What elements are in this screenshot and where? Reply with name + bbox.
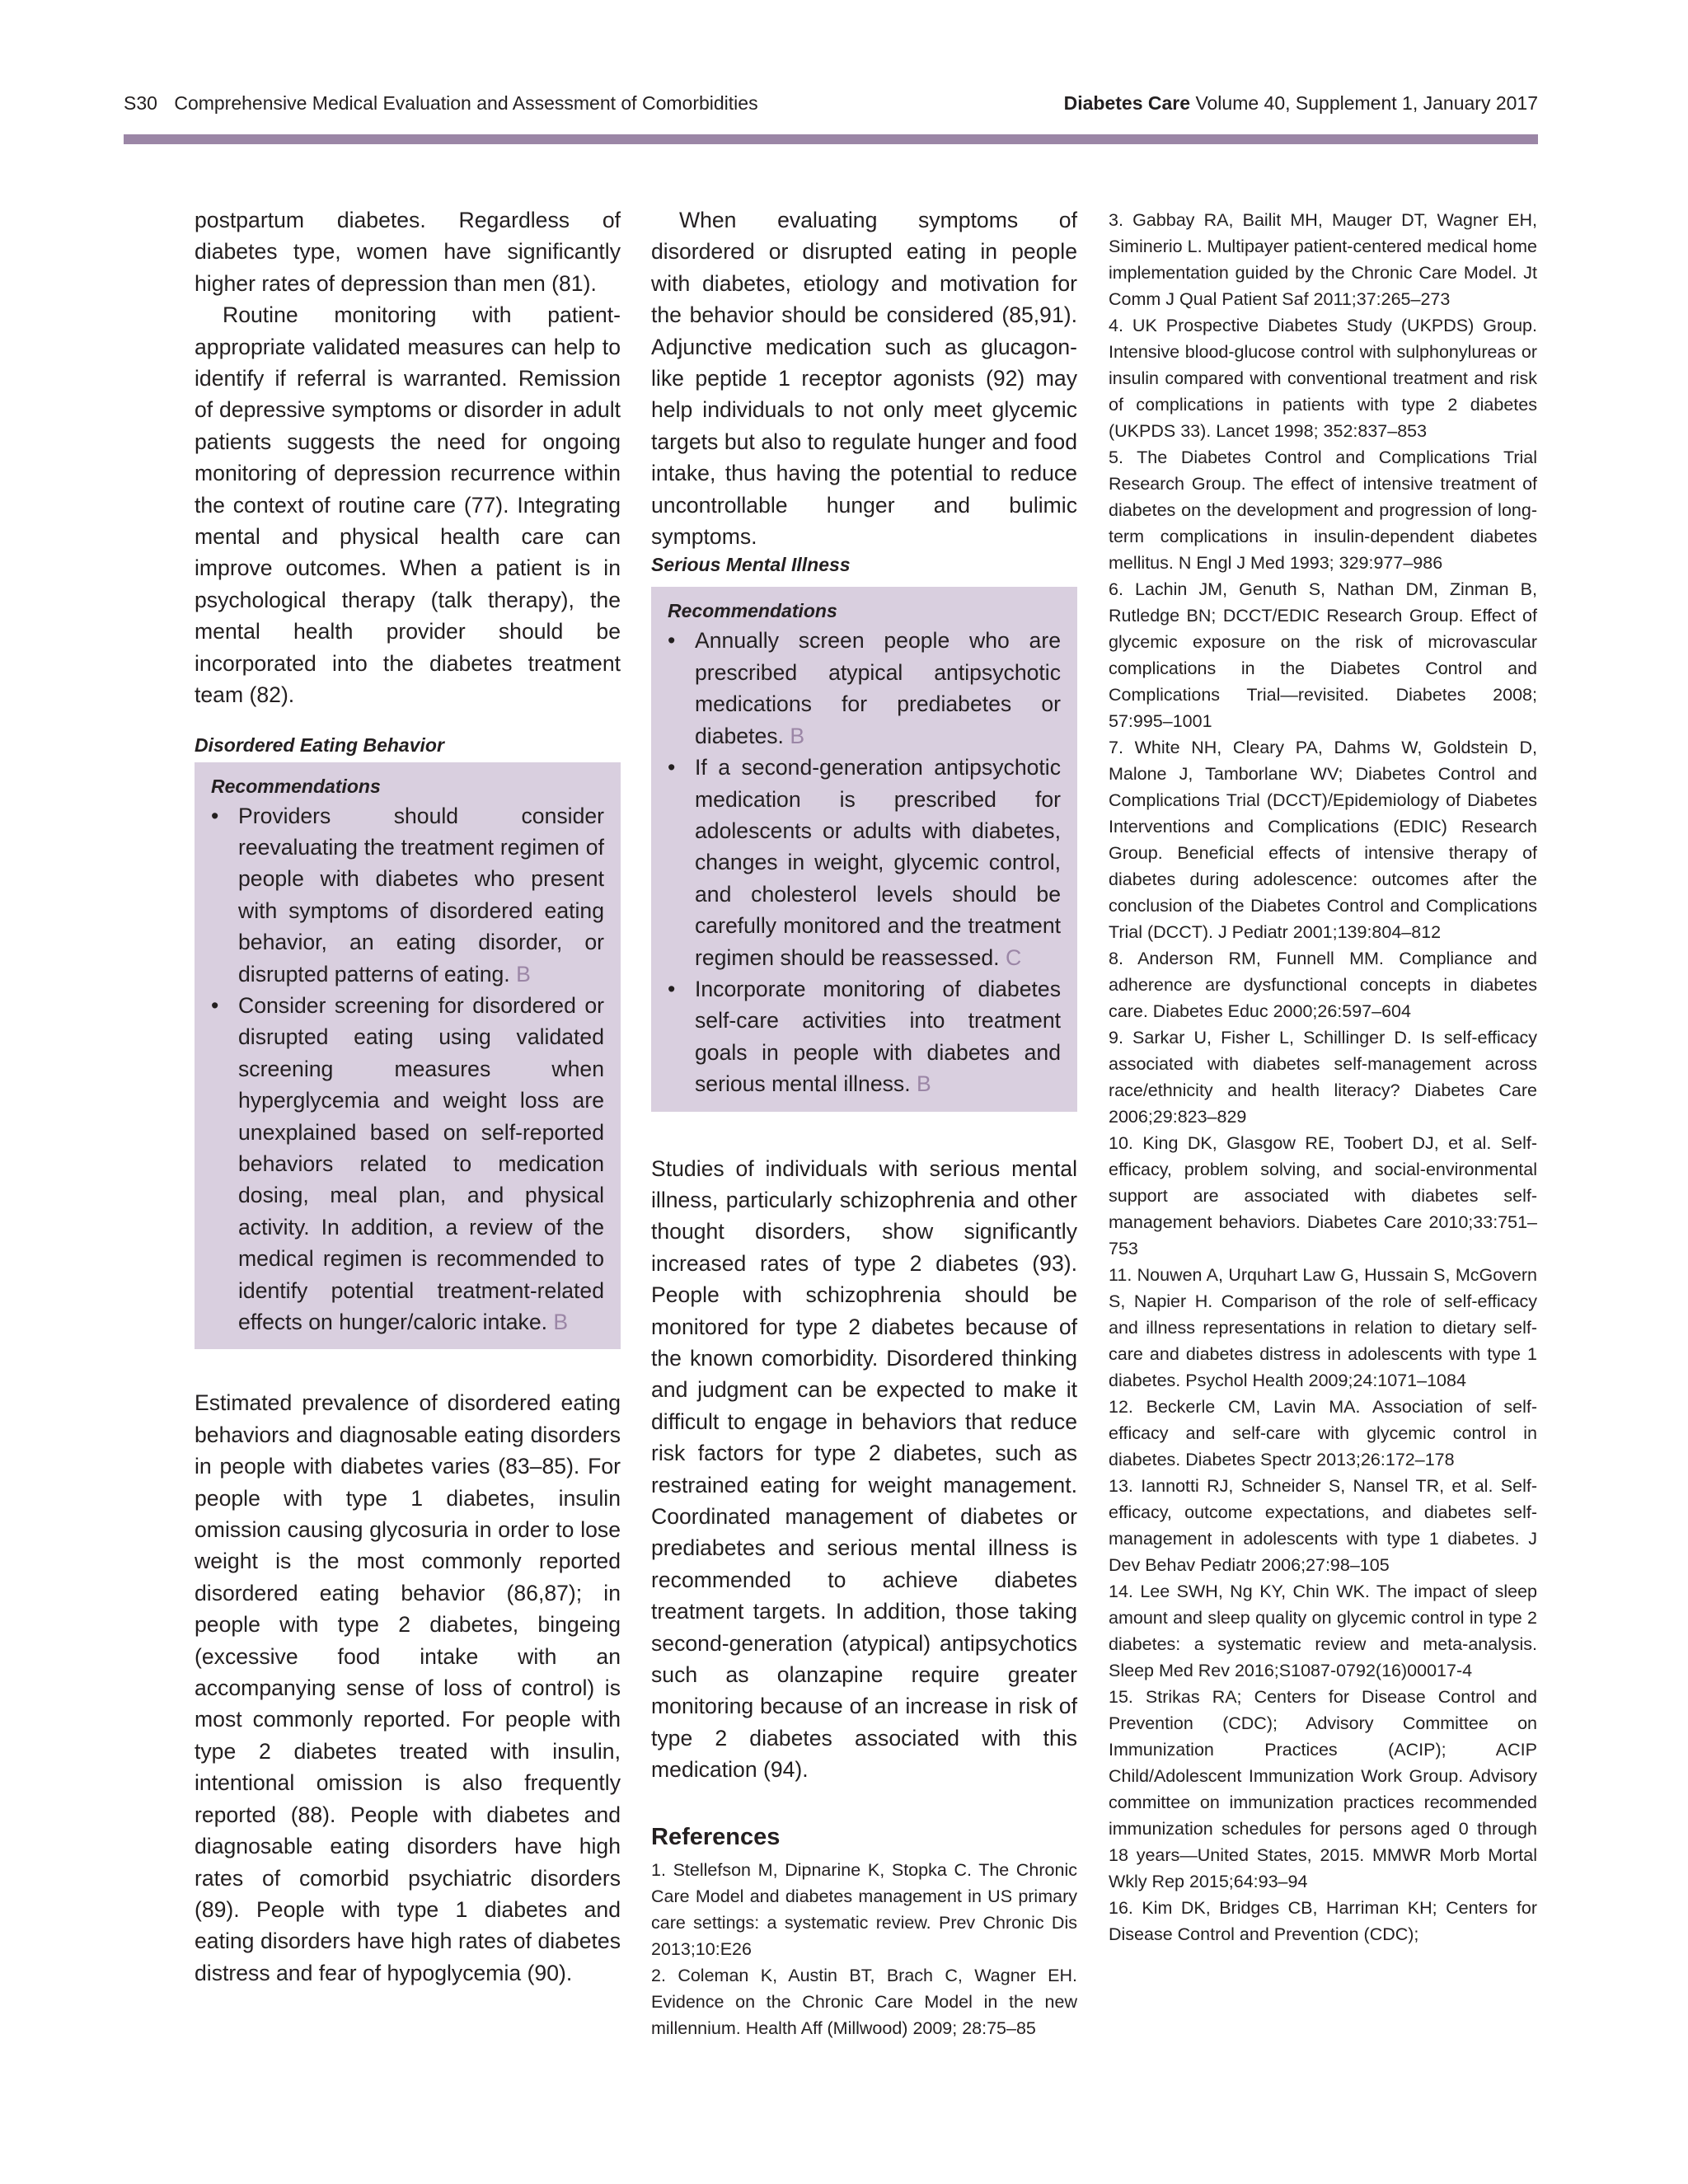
header-rule bbox=[124, 134, 1538, 144]
recommendations-box bbox=[651, 587, 1077, 1111]
reference-item: 9. Sarkar U, Fisher L, Schillinger D. Is self-efficacy associated with diabetes self-management across race/ethnicity and health literacy? Diabetes Care 2006;29:823–829 bbox=[1109, 1028, 1537, 1127]
recommendation-item bbox=[668, 752, 1061, 973]
paragraph: postpartum diabetes. Regardless of diabetes type, women have significantly higher rates of depression than men (81). bbox=[195, 208, 621, 296]
reference-item: 13. Iannotti RJ, Schneider S, Nansel TR, et al. Self-efficacy, outcome expectations, and diabetes self-management in adolescents with type 1 diabetes. J Dev Behav Pediatr 2006;27:98–105 bbox=[1109, 1476, 1537, 1575]
page-number: S30 bbox=[124, 92, 157, 114]
recommendation-text: Consider screening for disordered or disrupted eating using validated screening measures when hyperglycemia and weight loss are unexplained based on self-reported behaviors related to medication dosing, meal plan, and physical activity. In addition, a review of the medical regimen is recommended to identify potential treatment-related effects on hunger/caloric intake. bbox=[238, 992, 604, 1334]
reference-item: 5. The Diabetes Control and Complications Trial Research Group. The effect of intensive treatment of diabetes on the development and progression of long-term complications in insulin-dependent diabetes mellitus. N Engl J Med 1993; 329:977–986 bbox=[1109, 448, 1537, 573]
paragraph: Studies of individuals with serious mental illness, particularly schizophrenia and other thought disorders, show significantly increased rates of type 2 diabetes (93). People with schizophrenia should be monitored for type 2 diabetes because of the known comorbidity. Disordered thinking and judgment can be expected to make it difficult to engage in behaviors that reduce risk factors for type 2 diabetes, such as restrained eating for weight management. Coordinated management of diabetes or prediabetes and serious mental illness is recommended to achieve diabetes treatment targets. In addition, those taking second-generation (atypical) antipsychotics such as olanzapine require greater monitoring because of an increase in risk of type 2 diabetes associated with this medication (94). bbox=[651, 1155, 1077, 1783]
reference-item: 10. King DK, Glasgow RE, Toobert DJ, et al. Self-efficacy, problem solving, and social-environmental support are associated with diabetes self-management behaviors. Diabetes Care 2010;33:751–753 bbox=[1109, 1133, 1537, 1258]
recommendations-list bbox=[668, 625, 1061, 1099]
evidence-grade: B bbox=[516, 961, 531, 987]
reference-item: 14. Lee SWH, Ng KY, Chin WK. The impact of sleep amount and sleep quality on glycemic control in type 2 diabetes: a systematic review and meta-analysis. Sleep Med Rev 2016;S1087-0792(16)00017-4 bbox=[1109, 1582, 1537, 1680]
recommendation-item bbox=[211, 800, 604, 990]
recommendations-title: Recommendations bbox=[211, 775, 381, 797]
reference-item: 3. Gabbay RA, Bailit MH, Mauger DT, Wagner EH, Siminerio L. Multipayer patient-centered medical home implementation guided by the Chronic Care Model. Jt Comm J Qual Patient Saf 2011;37:265–273 bbox=[1109, 210, 1537, 309]
paragraph: When evaluating symptoms of disordered or disrupted eating in people with diabetes, etiology and motivation for the behavior should be considered (85,91). Adjunctive medication such as glucagon-like peptide 1 receptor agonists (92) may help individuals to not only meet glycemic targets but also to regulate hunger and food intake, thus having the potential to reduce uncontrollable hunger and bulimic symptoms. bbox=[651, 208, 1077, 550]
reference-item: 15. Strikas RA; Centers for Disease Control and Prevention (CDC); Advisory Committee on Immunization Practices (ACIP); ACIP Child/Adolescent Immunization Work Group. Advisory committee on immunization practices recommended immunization schedules for persons aged 0 through 18 years—United States, 2015. MMWR Morb Mortal Wkly Rep 2015;64:93–94 bbox=[1109, 1687, 1537, 1891]
recommendation-item bbox=[668, 625, 1061, 752]
column-2 bbox=[651, 204, 1077, 2041]
journal-issue: Volume 40, Supplement 1, January 2017 bbox=[1195, 92, 1538, 114]
reference-item: 1. Stellefson M, Dipnarine K, Stopka C. The Chronic Care Model and diabetes management in US primary care settings: a systematic review. Prev Chronic Dis 2013;10:E26 bbox=[651, 1859, 1077, 1959]
recommendation-text: Providers should consider reevaluating the treatment regimen of people with diabetes who present with symptoms of disordered eating behavior, an eating disorder, or disrupted patterns of eating. bbox=[238, 803, 604, 987]
reference-item: 11. Nouwen A, Urquhart Law G, Hussain S, McGovern S, Napier H. Comparison of the role of self-efficacy and illness representations in relation to dietary self-care and diabetes distress in adolescents with type 1 diabetes. Psychol Health 2009;24:1071–1084 bbox=[1109, 1265, 1537, 1390]
reference-item: 16. Kim DK, Bridges CB, Harriman KH; Centers for Disease Control and Prevention (CDC); bbox=[1109, 1898, 1537, 1944]
reference-item: 6. Lachin JM, Genuth S, Nathan DM, Zinman B, Rutledge BN; DCCT/EDIC Research Group. Effect of glycemic exposure on the risk of microvascular complications in the Diabetes Control and Complications Trial—revisited. Diabetes 2008; 57:995–1001 bbox=[1109, 579, 1537, 731]
column-3-references bbox=[1109, 207, 1537, 1947]
recommendation-item bbox=[211, 990, 604, 1338]
section-title: Comprehensive Medical Evaluation and Assessment of Comorbidities bbox=[174, 92, 758, 114]
evidence-grade: B bbox=[790, 723, 805, 748]
reference-item: 8. Anderson RM, Funnell MM. Compliance and adherence are dysfunctional concepts in diabetes care. Diabetes Educ 2000;26:597–604 bbox=[1109, 949, 1537, 1021]
recommendations-list bbox=[211, 800, 604, 1338]
paragraph: Routine monitoring with patient-appropriate validated measures can help to identify if referral is warranted. Remission of depressive symptoms or disorder in adult patients suggests the need for ongoing monitoring of depression recurrence within the context of routine care (77). Integrating mental and physical health care can improve outcomes. When a patient is in psychological therapy (talk therapy), the mental health provider should be incorporated into the diabetes treatment team (82). bbox=[195, 302, 621, 708]
paragraph: Estimated prevalence of disordered eating behaviors and diagnosable eating disorders in people with diabetes varies (83–85). For people with type 1 diabetes, insulin omission causing glycosuria in order to lose weight is the most commonly reported disordered eating behavior (86,87); in people with type 2 diabetes, bingeing (excessive food intake with an accompanying sense of loss of control) is most commonly reported. For people with type 2 diabetes treated with insulin, intentional omission is also frequently reported (88). People with diabetes and diagnosable eating disorders have high rates of comorbid psychiatric disorders (89). People with type 1 diabetes and eating disorders have high rates of diabetes distress and fear of hypoglycemia (90). bbox=[195, 1390, 621, 1985]
recommendation-text: If a second-generation antipsychotic medication is prescribed for adolescents or adults with diabetes, changes in weight, glycemic control, and cholesterol levels should be carefully monitored and the treatment regimen should be reassessed. bbox=[695, 755, 1061, 970]
header-left bbox=[124, 92, 758, 115]
recommendation-item bbox=[668, 973, 1061, 1100]
reference-item: 4. UK Prospective Diabetes Study (UKPDS) Group. Intensive blood-glucose control with sulphonylureas or insulin compared with conventional treatment and risk of complications in patients with type 2 diabetes (UKPDS 33). Lancet 1998; 352:837–853 bbox=[1109, 316, 1537, 441]
reference-item: 2. Coleman K, Austin BT, Brach C, Wagner EH. Evidence on the Chronic Care Model in the new millennium. Health Aff (Millwood) 2009; 28:75–85 bbox=[651, 1965, 1077, 2038]
journal-name: Diabetes Care bbox=[1063, 92, 1191, 114]
column-1 bbox=[195, 204, 621, 1989]
running-header bbox=[124, 92, 1538, 122]
evidence-grade: C bbox=[1005, 944, 1022, 970]
references-heading: References bbox=[651, 1823, 781, 1850]
reference-item: 7. White NH, Cleary PA, Dahms W, Goldstein D, Malone J, Tamborlane WV; Diabetes Control and Complications Trial (DCCT)/Epidemiology of Diabetes Interventions and Complications (EDIC) Research Group. Beneficial effects of intensive therapy of diabetes during adolescence: outcomes after the conclusion of the Diabetes Control and Complications Trial (DCCT). J Pediatr 2001;139:804–812 bbox=[1109, 738, 1537, 942]
recommendations-box bbox=[195, 762, 621, 1350]
evidence-grade: B bbox=[917, 1071, 931, 1097]
evidence-grade: B bbox=[553, 1310, 569, 1334]
header-right bbox=[1064, 92, 1538, 115]
recommendation-text: Incorporate monitoring of diabetes self-care activities into treatment goals in people with diabetes and serious mental illness. bbox=[695, 976, 1061, 1097]
reference-item: 12. Beckerle CM, Lavin MA. Association of self-efficacy and self-care with glycemic control in diabetes. Diabetes Spectr 2013;26:172–178 bbox=[1109, 1397, 1537, 1469]
subsection-heading: Serious Mental Illness bbox=[651, 554, 851, 576]
recommendation-text: Annually screen people who are prescribed atypical antipsychotic medications for prediabetes or diabetes. bbox=[695, 628, 1061, 748]
subsection-heading: Disordered Eating Behavior bbox=[195, 733, 444, 756]
recommendations-title: Recommendations bbox=[668, 600, 837, 622]
